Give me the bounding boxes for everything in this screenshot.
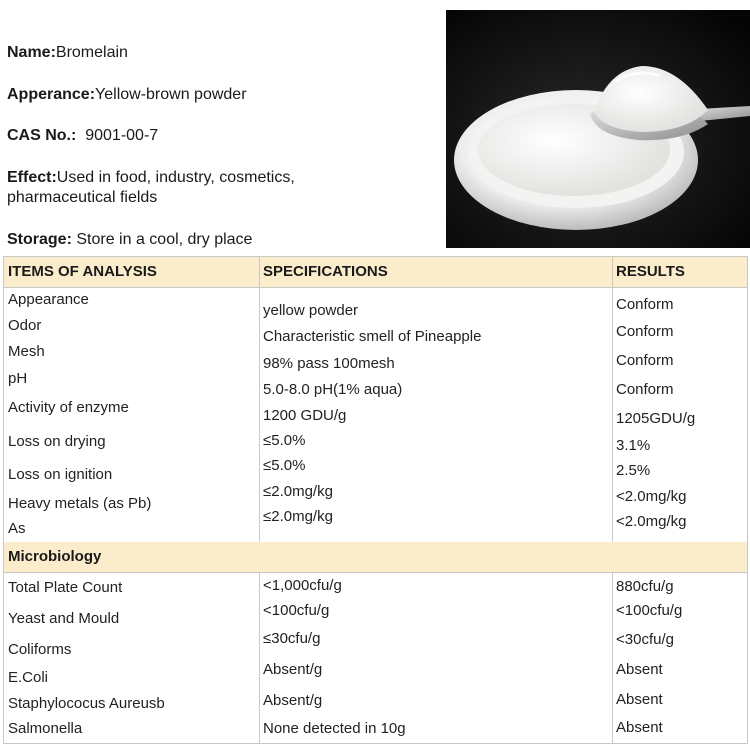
effect-value-line2: pharmaceutical fields: [7, 189, 158, 206]
table-cell-spec: ≤5.0%: [263, 457, 306, 474]
table-cell-spec: <100cfu/g: [263, 602, 330, 619]
effect-label: Effect:: [7, 169, 57, 186]
name-value: Bromelain: [55, 44, 128, 61]
header-specifications: SPECIFICATIONS: [263, 263, 388, 280]
table-cell-result: Conform: [616, 352, 674, 369]
table-cell-spec: Absent/g: [263, 661, 323, 678]
appearance-label: Apperance:: [7, 86, 96, 103]
table-cell-result: <2.0mg/kg: [616, 513, 687, 530]
table-cell-result: Absent: [616, 661, 663, 678]
column-divider: [612, 572, 613, 743]
section-header-microbiology: [4, 542, 747, 572]
table-cell-result: <30cfu/g: [616, 631, 674, 648]
table-cell-item: Odor: [8, 317, 42, 334]
table-cell-spec: Absent/g: [263, 692, 323, 709]
table-cell-result: Conform: [616, 296, 674, 313]
table-cell-result: <100cfu/g: [616, 602, 683, 619]
effect-value-line1: Used in food, industry, cosmetics,: [56, 169, 295, 186]
table-cell-item: Activity of enzyme: [8, 399, 129, 416]
name-line: [7, 44, 128, 62]
table-cell-spec: ≤2.0mg/kg: [263, 508, 333, 525]
table-cell-item: As: [8, 520, 26, 537]
name-label: Name:: [7, 44, 56, 61]
table-cell-spec: 5.0-8.0 pH(1% aqua): [263, 381, 403, 398]
table-cell-result: Conform: [616, 381, 674, 398]
column-divider: [612, 257, 613, 542]
table-cell-item: Heavy metals (as Pb): [8, 495, 152, 512]
table-header-row: [4, 257, 747, 287]
table-cell-item: Total Plate Count: [8, 579, 123, 596]
table-cell-result: 2.5%: [616, 462, 651, 479]
table-cell-item: Loss on ignition: [8, 466, 113, 483]
product-photo: [446, 10, 750, 248]
table-cell-item: Staphylococus Aureusb: [8, 695, 165, 712]
table-cell-spec: 1200 GDU/g: [263, 407, 347, 424]
table-cell-result: Conform: [616, 323, 674, 340]
cas-label: CAS No.:: [7, 127, 77, 144]
specification-table: [3, 256, 748, 744]
table-cell-result: 880cfu/g: [616, 578, 674, 595]
table-cell-spec: <1,000cfu/g: [263, 577, 342, 594]
table-cell-item: Appearance: [8, 291, 89, 308]
appearance-line: [7, 86, 247, 104]
effect-line-2: [7, 189, 157, 207]
table-cell-spec: ≤30cfu/g: [263, 630, 321, 647]
divider: [4, 287, 747, 288]
divider: [4, 572, 747, 573]
table-cell-result: Absent: [616, 719, 663, 736]
column-divider: [259, 572, 260, 743]
table-cell-spec: ≤5.0%: [263, 432, 306, 449]
cas-value: 9001-00-7: [85, 127, 159, 144]
column-divider: [259, 257, 260, 542]
table-cell-result: 1205GDU/g: [616, 410, 696, 427]
effect-line: [7, 169, 295, 187]
storage-line: [7, 231, 252, 249]
table-cell-result: <2.0mg/kg: [616, 488, 687, 505]
table-cell-spec: None detected in 10g: [263, 720, 406, 737]
table-cell-item: Salmonella: [8, 720, 83, 737]
table-cell-spec: ≤2.0mg/kg: [263, 483, 333, 500]
table-cell-item: E.Coli: [8, 669, 49, 686]
appearance-value: Yellow-brown powder: [95, 86, 247, 103]
table-cell-item: Yeast and Mould: [8, 610, 120, 627]
table-cell-item: pH: [8, 370, 28, 387]
table-cell-item: Loss on drying: [8, 433, 106, 450]
cas-line: [7, 127, 158, 145]
table-cell-result: 3.1%: [616, 437, 651, 454]
table-cell-spec: Characteristic smell of Pineapple: [263, 328, 482, 345]
table-cell-item: Coliforms: [8, 641, 72, 658]
table-cell-spec: 98% pass 100mesh: [263, 355, 395, 372]
storage-label: Storage:: [7, 231, 72, 248]
table-cell-item: Mesh: [8, 343, 45, 360]
storage-value: Store in a cool, dry place: [76, 231, 253, 248]
section-title: Microbiology: [8, 548, 102, 565]
header-items: ITEMS OF ANALYSIS: [8, 263, 157, 280]
header-results: RESULTS: [616, 263, 685, 280]
table-cell-result: Absent: [616, 691, 663, 708]
table-cell-spec: yellow powder: [263, 302, 359, 319]
